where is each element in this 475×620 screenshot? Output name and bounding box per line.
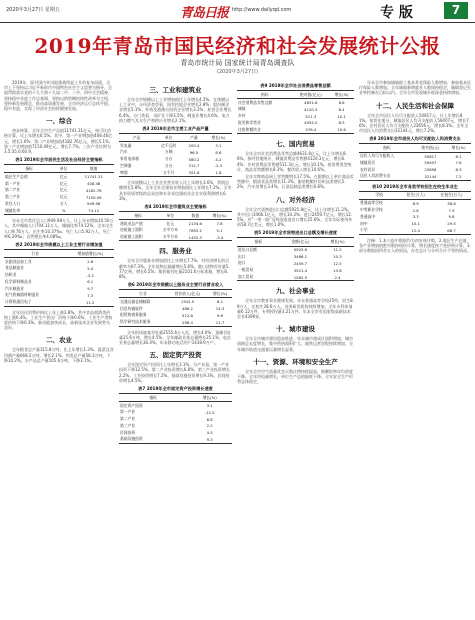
table-cell: 亿元 <box>59 180 68 186</box>
table-cell: 11.7 <box>208 319 232 326</box>
table-title: 表10 2019年全市各类学校招生在校生毕业生 <box>372 183 458 189</box>
table-cell: 亿元 <box>59 194 68 200</box>
table-row <box>119 416 232 423</box>
table-row <box>119 312 232 319</box>
table-cell: 7.3 <box>87 292 94 298</box>
table-row <box>119 298 232 305</box>
table-cell: 2.4 <box>321 274 354 281</box>
table-row <box>119 163 232 170</box>
table-title: 表9 2019年全市社会消费品零售总额 <box>260 83 331 88</box>
stats-table <box>119 133 232 177</box>
table-row <box>359 173 471 180</box>
table-cell: 居民人均可支配收入 <box>360 153 395 158</box>
table-cell: -2.3 <box>214 163 223 169</box>
table-row <box>119 305 232 312</box>
table-cell: 11741.31 <box>84 174 103 180</box>
table-header-cell: 指标 <box>119 211 157 219</box>
table-cell: 8.3 <box>455 167 462 173</box>
table-header-cell: 单位 <box>54 165 73 173</box>
table-cell: 小学 <box>359 227 399 234</box>
table-cell: 农村居民 <box>360 166 376 172</box>
table-cell: 普通高等学校 <box>360 200 383 206</box>
table-cell: 纺织业 <box>5 272 17 278</box>
table-header-row <box>4 249 114 257</box>
table-cell: 信息传输软件 <box>120 305 143 311</box>
stats-table <box>359 191 471 235</box>
table-cell: 3.3 <box>412 214 419 220</box>
section-heading-overview: 一、综合 <box>46 117 72 126</box>
table-cell: 9.3 <box>187 436 232 443</box>
table-row <box>237 267 354 274</box>
table-cell: 城镇 <box>238 106 246 112</box>
table-title: 表8 2019年全市居民人均可支配收入和消费支出 <box>369 136 461 142</box>
table-row <box>4 258 114 265</box>
section-heading-foreign: 八、对外经济 <box>276 195 315 204</box>
table-cell: 10.1 <box>411 221 420 227</box>
table-header-cell: 指标 <box>4 165 54 173</box>
table-cell: 4120.3 <box>304 106 318 112</box>
table-cell: 发电量 <box>120 142 132 148</box>
footnote: 注释：1.本公报中数据均为初步统计数。2.地区生产总值、各产业增加值绝对数按现价计算，增长速度按不变价格计算。3.部分数据因四舍五入的原因，存在总计与分项合计不等的情况。 <box>359 237 471 254</box>
table-cell: 固定资产投资 <box>120 402 143 408</box>
table-header-cell: 绝对值(亿元) <box>292 91 329 99</box>
table-cell: 第三产业 <box>120 422 136 428</box>
table-row <box>4 207 114 214</box>
table-cell: 13.6 <box>333 267 342 273</box>
table-cell: 普通高中 <box>360 213 376 219</box>
table-cell: 地区生产总值 <box>5 173 28 179</box>
table-cell: 11.2 <box>333 247 342 253</box>
table-cell: 电气机械器材制造业 <box>5 292 40 298</box>
table-cell: 1082.5 <box>280 274 321 281</box>
table-cell: 511.3 <box>305 113 317 119</box>
stats-table <box>4 249 114 307</box>
table-cell: 第一产业 <box>5 180 21 186</box>
table-row <box>359 166 471 173</box>
table-cell: 啤酒 <box>119 169 154 176</box>
section-heading-livelihood: 十二、人民生活和社会保障 <box>376 101 454 110</box>
table-header-cell: 单位 <box>154 134 183 142</box>
table-row <box>119 319 232 326</box>
table-cell: 8.1 <box>216 299 224 305</box>
table-cell: 城镇居民 <box>360 159 376 165</box>
table-header-row <box>4 165 114 173</box>
table-cell: 出口 <box>238 253 246 259</box>
section-heading-investment: 五、固定资产投资 <box>149 351 202 360</box>
table-header-cell: 营业收入(亿元) <box>167 290 208 298</box>
newspaper-logo: 青岛日报 <box>180 6 229 21</box>
table-cell: 4182.76 <box>85 187 102 193</box>
table-header-row <box>119 211 232 219</box>
paragraph: 全年粮食总产量315.8万吨，比上年增长1.3%。蔬菜及食用菌产量668.2万吨，增长2.1%。肉类总产量58.3万吨，下降10.2%。水产品总产量105.6万吨，下降3.1%。 <box>4 347 114 363</box>
table-cell: 3.1 <box>206 403 213 409</box>
table-cell: 10.3 <box>333 254 342 260</box>
table-cell: 万人 <box>59 200 68 206</box>
paragraph: 全年实物商品网上零售额增长17.5%。在限额以上单位商品零售额中，粮油食品类增长11.3%，服装鞋帽针纺织品类增长5.2%，汽车类增长3.4%，石油及制品类增长6.8%。 <box>237 173 354 190</box>
page-number: 7 <box>444 2 468 19</box>
table-cell: 食品制造业 <box>5 265 24 271</box>
table-header-row <box>237 238 354 246</box>
table-header-cell: 招生(万人) <box>399 191 432 199</box>
section-heading-industry: 三、工业和建筑业 <box>149 86 202 94</box>
table-header-cell: 金额(亿元) <box>280 238 321 246</box>
table-cell: 50817 <box>424 153 437 159</box>
table-cell: 计算机通信电子 <box>4 299 66 306</box>
paragraph: 全年全市规模以上工业增加值比上年增长4.2%。在规模以上工业中，分经济类型看，国有控股企业增长2.8%；股份制企业增长5.1%；外商及港澳台投资企业增长3.2%；私营企业增长6.4%。分门类看，采矿业下降3.5%，制造业增长4.6%，电力热力燃气及水生产和供应业增长2.1%。 <box>119 97 232 123</box>
table-row <box>4 278 114 285</box>
table-cell: 3521.4 <box>293 267 308 273</box>
table-cell: 进口 <box>238 260 246 266</box>
table-header-cell: 指标 <box>119 394 187 402</box>
table-row <box>237 120 354 127</box>
column-3 <box>237 80 354 616</box>
table-cell: 社会消费品零售总额 <box>238 99 273 105</box>
table-cell: -12.5 <box>204 409 215 415</box>
table-cell: 200.4 <box>188 143 200 149</box>
paragraph: 全年居民消费价格比上年上涨2.8%，其中食品烟酒类价格上涨6.4%。工业生产者出厂价格下降0.6%，工业生产者购进价格下降0.3%。新动能加快成长，高新技术企业发展势头良好。 <box>4 309 113 331</box>
table-cell: 第二产业 <box>120 416 136 422</box>
publish-date: (2020年3月27日) <box>216 69 259 75</box>
table-row <box>359 152 471 159</box>
table-cell: 3.1 <box>215 143 222 149</box>
table-row <box>237 274 354 281</box>
stats-table <box>119 393 232 444</box>
table-cell: 亿元 <box>59 173 68 179</box>
headline: 2019年青岛市国民经济和社会发展统计公报 <box>34 34 441 58</box>
table-cell: 12.4 <box>399 227 432 234</box>
table-row <box>119 429 232 436</box>
table-cell: 第三产业 <box>5 194 21 200</box>
paragraph: 2019年，面对国内外风险挑战明显上升的复杂局面，全市上下坚持以习近平新时代中国特色社会主义思想为指导，全面贯彻落实党的十九大和十九届二中、三中、四中全会精神，坚持稳中求进工作总基调，坚持以供给侧结构性改革为主线，坚持新发展理念，推动高质量发展，全市经济运行总体平稳、稳中有进，实现了经济社会持续健康发展。 <box>4 80 112 112</box>
column-4 <box>359 80 471 616</box>
table-cell: 8.6 <box>338 100 345 106</box>
table-cell: 949.98 <box>87 201 101 207</box>
table-row <box>119 156 232 163</box>
table-row <box>359 213 471 220</box>
table-cell: 512.8 <box>182 312 193 318</box>
table-cell: 8.1 <box>455 153 462 159</box>
stats-table <box>4 164 114 215</box>
stats-table <box>119 289 232 326</box>
table-cell: 万千升 <box>154 169 183 176</box>
table-header-cell: 增长(%) <box>187 394 232 402</box>
table-header-cell: 数值 <box>184 211 208 219</box>
table-title: 表1 2019年全市居民生活及社会经济主要指标 <box>15 157 103 163</box>
table-cell: 9.8 <box>448 214 455 220</box>
table-cell: 乡村 <box>238 113 246 119</box>
table-row <box>237 106 354 113</box>
table-row <box>119 402 232 409</box>
table-cell: 96.5 <box>189 149 199 155</box>
paragraph: 全年机场旅客吞吐量2555.6万人次，增长4.0%；货邮吞吐量25.6万吨，增长4.5%。全年邮政业务总量增长25.1%，电信业务总量增长36.4%。年末移动电话用户1438.9万户。 <box>119 329 232 345</box>
table-header-cell: 增长(%) <box>321 238 354 246</box>
table-cell: 汽车 <box>120 149 128 155</box>
table-header-cell: 数值 <box>73 165 114 173</box>
section-label: 专 版 <box>380 5 413 21</box>
table-cell: 5.4 <box>87 265 94 271</box>
table-cell: 万平方米 <box>162 227 178 233</box>
table-header-cell: 指标 <box>237 238 280 246</box>
masthead <box>0 0 475 23</box>
paragraph: 全年全市教育事业健康发展。年末普通高等学校25所，招生8.9万人，在校生38.6万人。各类研发机构持续增加，全年专利申请量6.12万件，专利授权量3.21万件。年末全市有国家级高新技术企业4396家。 <box>237 298 354 320</box>
table-header-cell: 增长(%) <box>446 144 471 152</box>
table-row <box>4 173 114 180</box>
table-cell: 351.6 <box>183 169 205 176</box>
table-cell: 6.8 <box>206 416 213 422</box>
table-cell: 空调器 <box>120 162 132 168</box>
table-header-row <box>119 290 232 298</box>
paragraph: 全年全市居民人均可支配收入50817元，比上年增长8.1%。按常住地分，城镇居民人均可支配收入59407元，增长7.6%；农村居民人均可支配收入23656元，增长8.3%。全年全市居民人均消费支出32144元，增长7.2%。 <box>359 112 470 134</box>
table-cell: 居民人均消费支出 <box>359 173 415 180</box>
table-cell: 加工贸易 <box>237 274 280 281</box>
stats-table <box>119 211 232 242</box>
table-title: 表3 2019年全市主要工业产品产量 <box>142 126 209 132</box>
table-cell: 8.6 <box>215 149 222 155</box>
table-cell: 298.4 <box>167 319 208 326</box>
table-row <box>4 201 114 208</box>
table-title: 表4 2019年全市建筑业主要指标 <box>144 203 207 209</box>
table-row <box>237 126 354 133</box>
section-heading-trade: 七、国内贸易 <box>276 140 315 149</box>
table-row <box>4 285 114 292</box>
table-cell: 建筑业总产值 <box>120 220 143 226</box>
table-cell: 初中 <box>360 220 368 226</box>
table-header-row <box>119 134 232 142</box>
table-row <box>359 199 471 206</box>
table-cell: 万台 <box>164 156 173 162</box>
stats-table <box>359 143 471 180</box>
table-cell: 14.3 <box>215 306 225 312</box>
table-cell: 580.2 <box>188 156 200 162</box>
section-heading-resources: 十一、资源、环境和安全生产 <box>253 357 338 366</box>
table-row <box>237 253 354 260</box>
table-cell: 3466.1 <box>293 254 308 260</box>
table-cell: 2.2 <box>206 423 213 429</box>
table-row <box>119 234 232 241</box>
table-cell: 亿元 <box>59 187 68 193</box>
table-cell: 4055.2 <box>304 120 318 126</box>
website-link[interactable]: http://www.dailyqd.com <box>232 7 292 13</box>
paragraph: 全年固定资产投资比上年增长3.1%。分产业看，第一产业投资下降12.5%，第二产业投资增长6.8%，第三产业投资增长2.2%。工业投资增长7.2%，基础设施投资增长9.3%，民间投资增长4.5%。 <box>119 362 230 383</box>
table-row <box>119 220 232 227</box>
paragraph: 全年全市货物进出口总额5925.8亿元，比上年增长11.2%。其中出口3466.1亿元，增长10.3%；进口2459.7亿元，增长12.5%。对“一带一路”沿线国家进出口增长25.6%。全年实际使用外资58.7亿美元，增长1.0%。 <box>237 206 353 228</box>
table-cell: 房屋施工面积 <box>120 227 143 233</box>
column-2 <box>119 80 232 616</box>
table-row <box>359 207 471 214</box>
table-header-cell: 指标 <box>237 91 292 99</box>
table-cell: 312.7 <box>188 163 200 169</box>
table-header-cell: 指标 <box>359 144 415 152</box>
table-cell: 486.2 <box>182 306 193 312</box>
table-header-cell: 增长(%) <box>208 290 232 298</box>
table-cell: % <box>54 207 73 214</box>
table-header-cell: 产品 <box>119 134 154 142</box>
table-row <box>4 180 114 187</box>
table-cell: 批发和零售业 <box>238 119 261 125</box>
table-header-cell: 单位 <box>157 211 183 219</box>
table-cell: 32144 <box>415 173 446 180</box>
subheadline: 青岛市统计局 国家统计局青岛调查队 <box>180 59 295 67</box>
table-cell: 7.9 <box>448 207 455 213</box>
table-cell: 12.5 <box>333 260 342 266</box>
table-row <box>359 159 471 166</box>
table-cell: 万辆 <box>164 149 173 155</box>
table-row <box>4 194 114 201</box>
table-cell: 科学研究技术服务 <box>119 319 167 326</box>
table-header-cell: 行业 <box>4 249 66 257</box>
paragraph: 全年全市城市建设稳步推进。年末城市建成区面积增加，城市道路总长度增长，集中供热面积扩大。地铁运营里程持续增加，全年城市轨道交通客运量增长显著。 <box>237 336 353 352</box>
table-row <box>119 227 232 234</box>
table-cell: 1342.5 <box>180 299 195 305</box>
table-cell: 第二产业 <box>5 187 21 193</box>
stats-table <box>237 237 354 281</box>
table-cell: 408.46 <box>87 181 101 187</box>
table-header-cell: 在校生(万人) <box>432 191 471 199</box>
table-header-cell: 产量 <box>183 134 205 142</box>
table-cell: 68.7 <box>432 227 471 234</box>
issue-date: 2020年3月27日 星期五 <box>6 7 60 13</box>
table-cell: 民间投资 <box>120 429 136 435</box>
table-cell: 基础设施投资 <box>119 436 187 443</box>
table-cell: 中等职业学校 <box>360 207 383 213</box>
paragraph: 年末全市参加城镇职工基本养老保险人数增加，参加基本医疗保险人数增加。全年城镇新增就业人数保持稳定，城镇登记失业率控制在目标以内。全年全市发放城乡低保金持续增加。 <box>359 80 471 96</box>
paragraph: 全年规模以上工业企业营业收入比上年增长3.6%，利润总额增长5.8%。全年全社会建筑业增加值比上年增长7.2%。全市具有资质等级的总承包和专业承包建筑业企业实现利润增长6.3%。 <box>119 180 232 201</box>
table-cell: 8.9 <box>412 200 419 206</box>
table-cell: -3.2 <box>86 272 94 278</box>
table-cell: 11.2 <box>66 299 114 306</box>
table-cell: 23656 <box>424 167 437 173</box>
table-cell: 59407 <box>424 160 437 166</box>
table-cell: 5925.8 <box>293 247 308 253</box>
table-cell: 10.6 <box>329 126 354 133</box>
table-row <box>359 227 471 234</box>
table-cell: 一般贸易 <box>238 267 254 273</box>
table-cell: 38.6 <box>447 200 456 206</box>
table-cell: 6.1 <box>87 279 94 285</box>
table-row <box>4 299 114 306</box>
table-row <box>4 187 114 194</box>
table-header-cell: 增长(%) <box>329 91 354 99</box>
column-1 <box>4 80 114 616</box>
table-cell: 住宿和餐饮业 <box>237 126 292 133</box>
table-header-cell: 增长(%) <box>205 134 232 142</box>
table-row <box>237 113 354 120</box>
table-cell: 74.12 <box>73 207 114 214</box>
table-row <box>4 265 114 272</box>
table-cell: 进出口总额 <box>238 246 257 252</box>
table-header-row <box>237 91 354 99</box>
table-cell: 汽车制造业 <box>5 285 24 291</box>
table-row <box>119 142 232 149</box>
table-header-cell: 行业 <box>119 290 167 298</box>
table-cell: 万台 <box>164 162 173 168</box>
table-row <box>119 149 232 156</box>
table-cell: 5.1 <box>216 227 223 233</box>
table-cell: 租赁和商务服务 <box>120 312 147 318</box>
table-cell: 7150.09 <box>85 194 102 200</box>
table-cell: 亿千瓦时 <box>161 142 177 148</box>
table-row <box>237 246 354 253</box>
paragraph: 初步核算，全年全市生产总值11741.31亿元，按可比价格计算，比上年增长6.5%。其中，第一产业增加值408.46亿元，增长1.6%；第二产业增加值4182.76亿元，增长5.1%；第三产业增加值7150.09亿元，增长7.7%。三次产业比例为3.5:35.6:60.9。 <box>4 128 113 155</box>
table-header-row <box>359 191 471 199</box>
table-row <box>4 272 114 279</box>
section-heading-services: 四、服务业 <box>159 247 192 256</box>
table-cell: 家用电冰箱 <box>120 156 139 162</box>
table-cell: 576.4 <box>292 126 329 133</box>
table-row <box>237 99 354 106</box>
table-cell: 城镇化率 <box>4 207 54 214</box>
table-cell: 2459.7 <box>293 260 308 266</box>
stats-table <box>237 90 354 134</box>
table-cell: 化学原料制品业 <box>5 278 32 284</box>
table-cell: 7.8 <box>216 221 223 226</box>
section-heading-urban: 十、城市建设 <box>276 325 315 334</box>
table-row <box>359 220 471 227</box>
section-heading-agriculture: 二、农业 <box>46 336 72 345</box>
table-cell: 房屋竣工面积 <box>119 234 157 241</box>
table-title: 表2 2019年全市规模以上工业主要行业增加值 <box>15 241 103 247</box>
table-cell: 29.5 <box>447 221 456 227</box>
table-header-cell: 增加值增长(%) <box>66 249 114 257</box>
table-cell: 4.2 <box>215 156 222 162</box>
table-header-cell: 学校 <box>359 191 399 199</box>
paragraph: 全年全市社会消费品零售总额4631.6亿元，比上年增长8.6%。按经营地统计，城镇消费品零售额4120.3亿元，增长8.4%；乡村消费品零售额511.3亿元，增长10.1%。按消费类型统计，商品零售额增长8.3%，餐饮收入增长10.6%。 <box>237 151 352 172</box>
table-cell: 9.7 <box>87 286 94 292</box>
table-row <box>119 436 232 443</box>
table-title: 表5 2019年全市货物进出口总额及增长速度 <box>253 230 338 236</box>
table-cell: 亿元 <box>166 220 175 226</box>
table-cell: 第一产业 <box>120 409 136 415</box>
table-row <box>4 292 114 299</box>
table-cell: 4631.6 <box>304 100 318 106</box>
table-cell: 交通运输仓储邮政 <box>120 298 151 304</box>
table-cell: 7.2 <box>446 173 471 180</box>
table-row <box>119 423 232 430</box>
table-header-row <box>119 394 232 402</box>
table-cell: 8.3 <box>338 120 345 126</box>
table-cell: 10.1 <box>337 113 346 119</box>
table-title: 表7 2019年全市固定资产投资增长速度 <box>138 386 213 391</box>
table-header-row <box>359 144 471 152</box>
paragraph: 全年全市空气质量优良天数比例持续提高，细颗粒物年均浓度下降。全年用电量增长，单位生产总值能耗下降。全年安全生产形势总体稳定。 <box>237 368 353 385</box>
table-cell: 7.6 <box>455 160 462 166</box>
table-cell: 2.8 <box>87 259 94 264</box>
table-header-cell: 绝对值(元) <box>415 144 446 152</box>
table-cell: 8.4 <box>338 106 345 112</box>
table-row <box>119 409 232 416</box>
table-cell: 7893.2 <box>188 227 202 233</box>
paragraph: 年末全市常住总人口949.98万人，比上年末增加10.50万人，其中城镇人口704.11万人，城镇化率74.12%。全年出生人口9.76万人，出生率10.37‰；死亡人口5.92万人，死亡率6.29‰；自然增长率4.08‰。 <box>4 218 114 239</box>
section-heading-education: 九、社会事业 <box>276 287 315 296</box>
table-row <box>119 169 232 176</box>
table-header-cell: 增长(%) <box>207 211 232 219</box>
table-cell: 4.5 <box>206 430 213 436</box>
table-title: 表6 2019年全市规模以上服务业主要行业营业收入 <box>127 282 224 288</box>
paragraph: 全年全市服务业增加值比上年增长7.7%，对经济增长的贡献率为67.3%。全年货物运输量增长5.6%，港口货物吞吐量5.77亿吨，增长6.5%；集装箱吞吐量2101.6万标准箱，增长8.8%。 <box>119 258 230 280</box>
table-cell: 1.8 <box>205 169 232 176</box>
table-cell: 农副食品加工业 <box>5 258 32 264</box>
table-cell: 万平方米 <box>157 234 183 241</box>
table-cell: 2134.6 <box>188 221 202 226</box>
table-cell: 2.6 <box>412 207 419 213</box>
table-cell: 9.6 <box>216 312 224 318</box>
table-cell: 常住人口 <box>5 200 21 206</box>
table-cell: 1452.3 <box>184 234 208 241</box>
table-row <box>237 260 354 267</box>
table-cell: -3.4 <box>207 234 232 241</box>
